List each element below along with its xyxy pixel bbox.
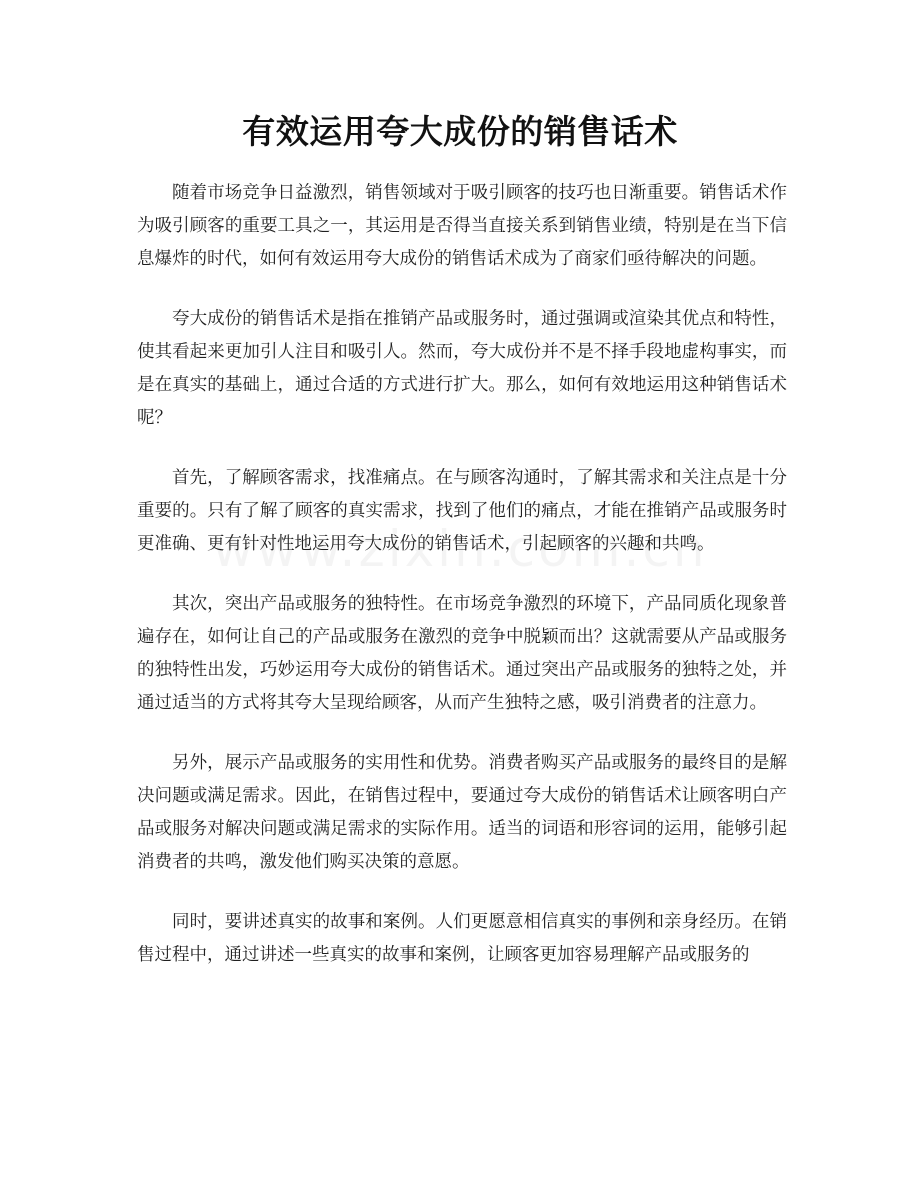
paragraph: 随着市场竞争日益激烈，销售领域对于吸引顾客的技巧也日渐重要。销售话术作为吸引顾客的重要工具之一，其运用是否得当直接关系到销售业绩，特别是在当下信息爆炸的时代，如何有效运用夸大成份的销售话术成为了商家们亟待解决的问题。 <box>137 183 787 269</box>
paragraph: 其次，突出产品或服务的独特性。在市场竞争激烈的环境下，产品同质化现象普遍存在，如何让自己的产品或服务在激烈的竞争中脱颖而出？这就需要从产品或服务的独特性出发，巧妙运用夸大成份的销售话术。通过突出产品或服务的独特之处，并通过适当的方式将其夸大呈现给顾客，从而产生独特之感，吸引消费者的注意力。 <box>137 594 787 713</box>
paragraph: 另外，展示产品或服务的实用性和优势。消费者购买产品或服务的最终目的是解决问题或满足需求。因此，在销售过程中，要通过夸大成份的销售话术让顾客明白产品或服务对解决问题或满足需求的实际作用。适当的词语和形容词的运用，能够引起消费者的共鸣，激发他们购买决策的意愿。 <box>137 753 787 872</box>
paragraph: 首先，了解顾客需求，找准痛点。在与顾客沟通时，了解其需求和关注点是十分重要的。只有了解了顾客的真实需求，找到了他们的痛点，才能在推销产品或服务时更准确、更有针对性地运用夸大成份的销售话术，引起顾客的兴趣和共鸣。 <box>137 468 787 554</box>
paragraph: 夸大成份的销售话术是指在推销产品或服务时，通过强调或渲染其优点和特性，使其看起来更加引人注目和吸引人。然而，夸大成份并不是不择手段地虚构事实，而是在真实的基础上，通过合适的方式进行扩大。那么，如何有效地运用这种销售话术呢？ <box>137 309 787 428</box>
document-title: 有效运用夸大成份的销售话术 <box>242 112 678 151</box>
paragraph: 同时，要讲述真实的故事和案例。人们更愿意相信真实的事例和亲身经历。在销售过程中，通过讲述一些真实的故事和案例，让顾客更加容易理解产品或服务的 <box>137 912 787 965</box>
document-body <box>137 177 787 999</box>
